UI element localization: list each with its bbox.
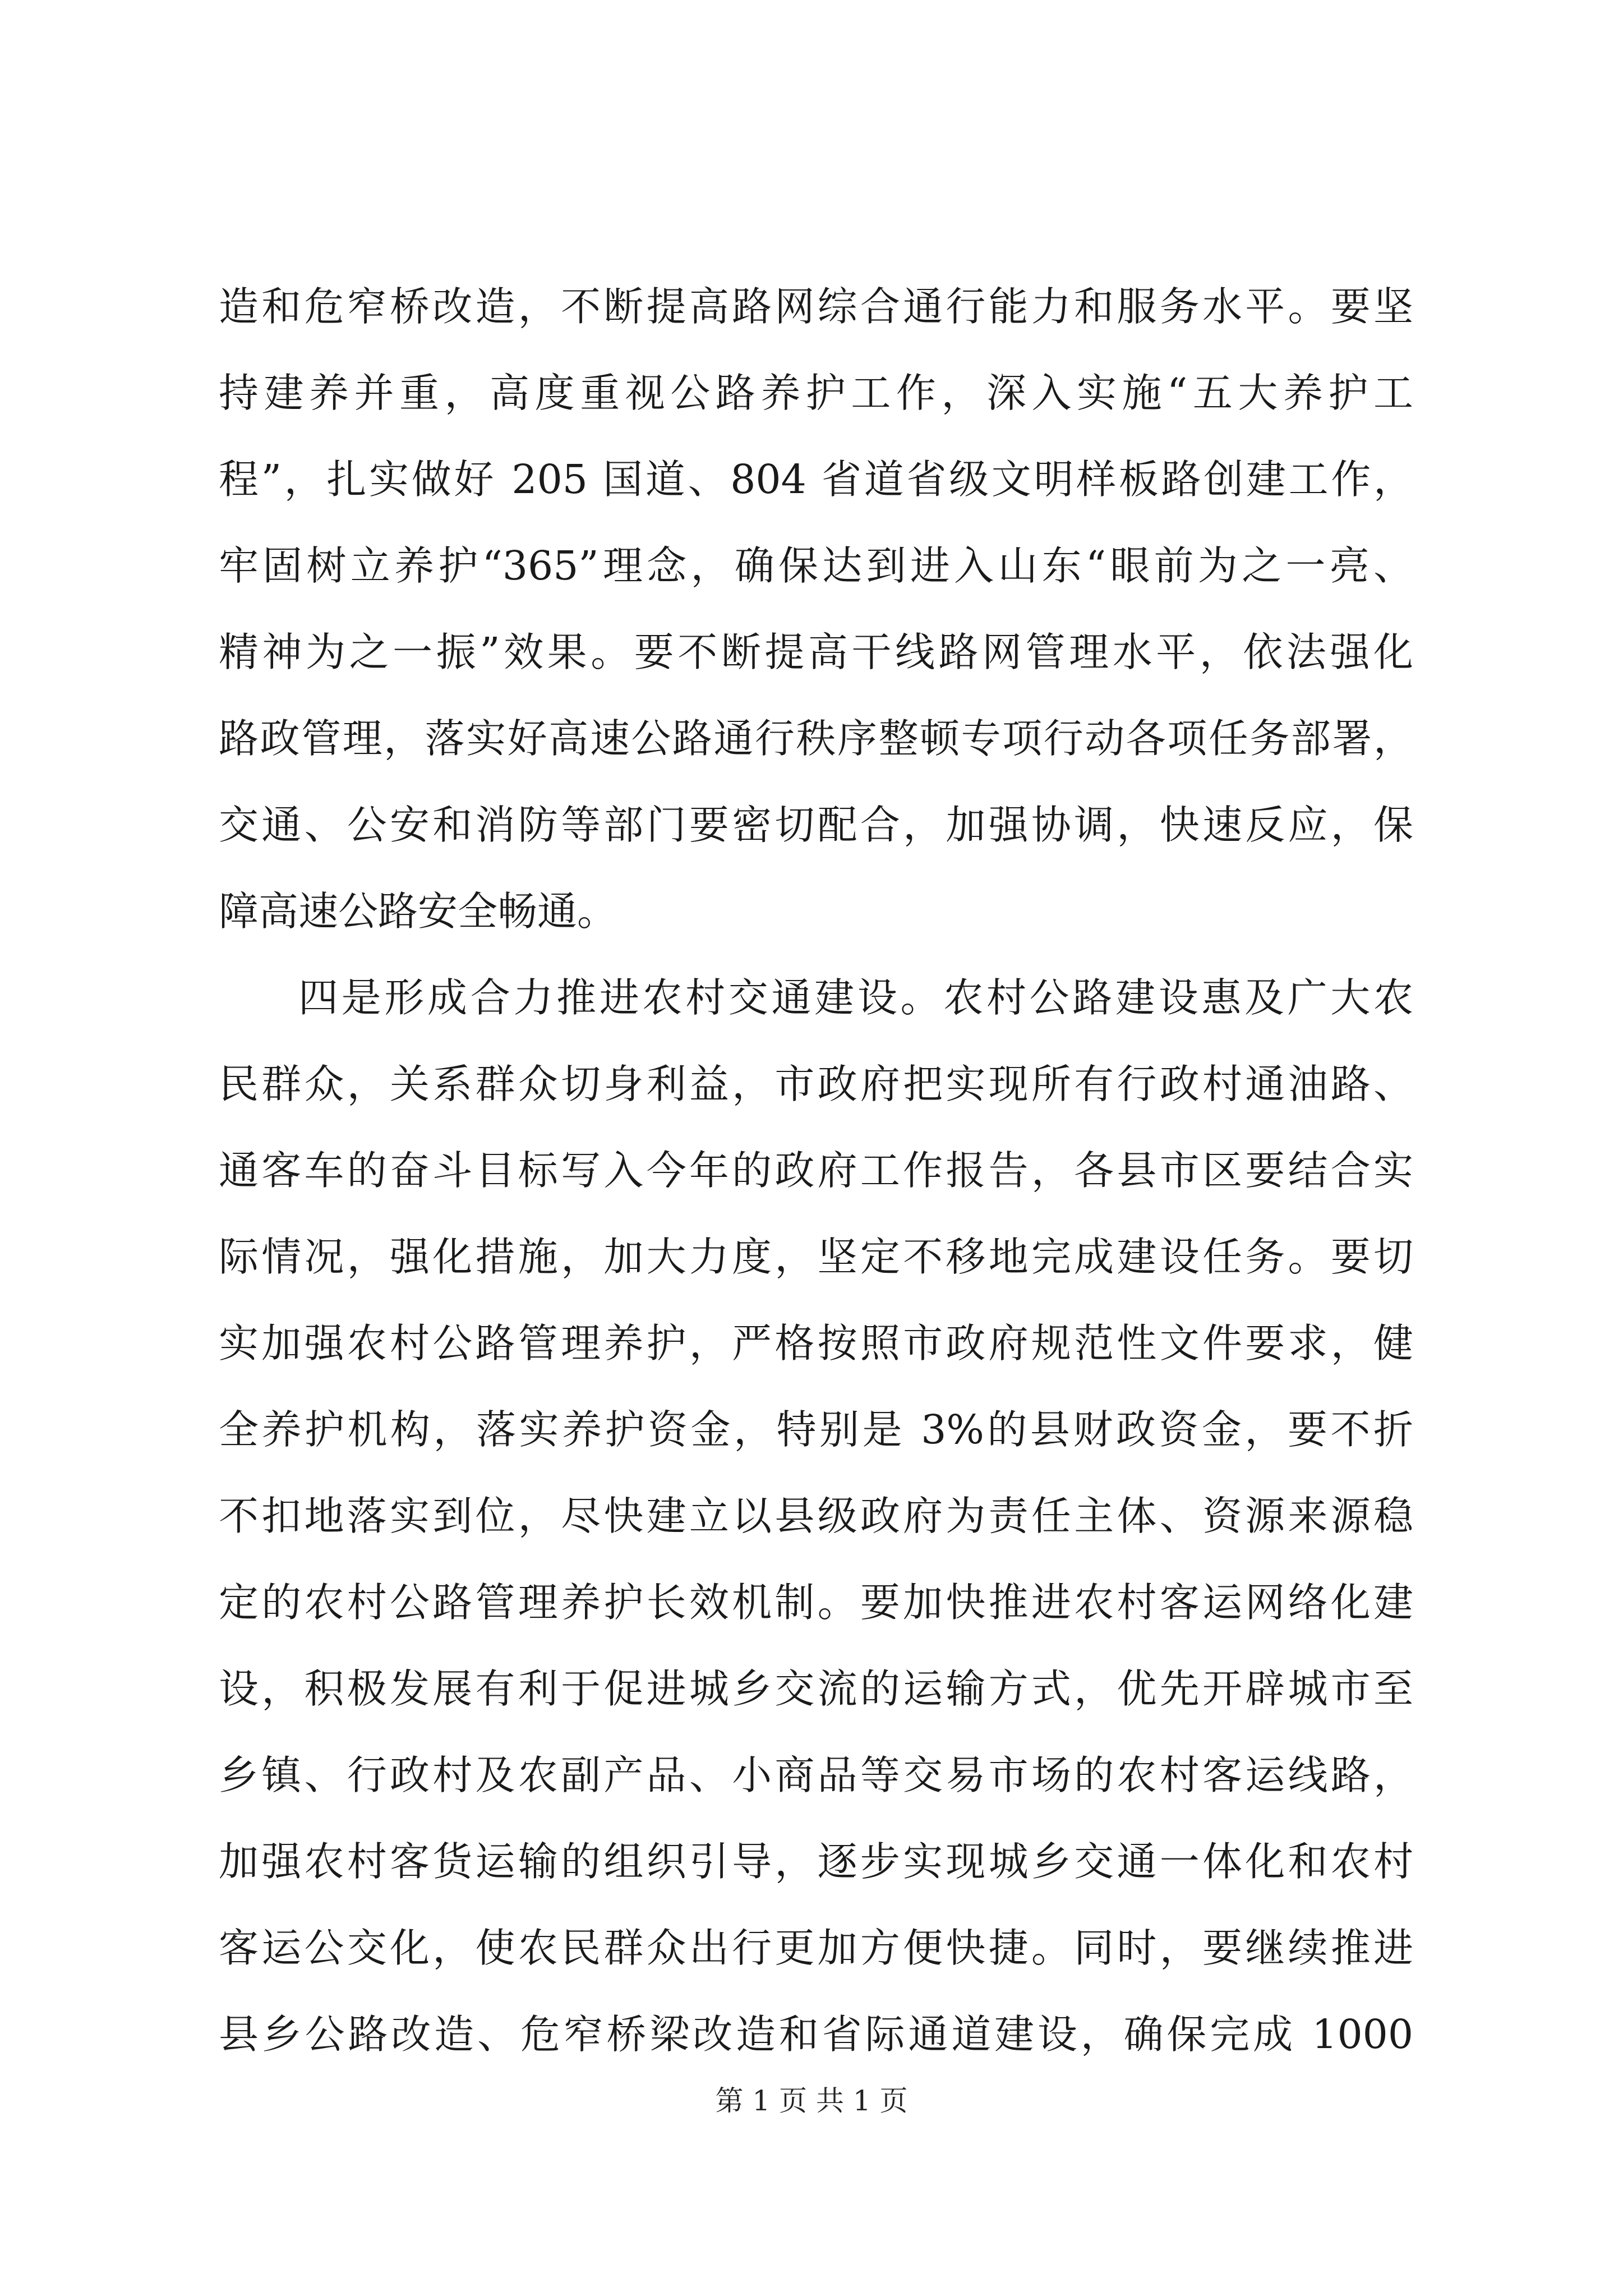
- text-line: 程”，扎实做好 205 国道、804 省道省级文明样板路创建工作，: [219, 456, 1413, 503]
- text-line: 实加强农村公路管理养护，严格按照市政府规范性文件要求，健: [219, 1320, 1413, 1366]
- text-line: 全养护机构，落实养护资金，特别是 3%的县财政资金，要不折: [219, 1406, 1413, 1453]
- text-line: 持建养并重，高度重视公路养护工作，深入实施“五大养护工: [219, 370, 1413, 416]
- text-line: 精神为之一振”效果。要不断提高干线路网管理水平，依法强化: [219, 629, 1413, 675]
- document-body: [219, 264, 1413, 2078]
- text-line: 加强农村客货运输的组织引导，逐步实现城乡交通一体化和农村: [219, 1838, 1413, 1885]
- text-line: 设，积极发展有利于促进城乡交流的运输方式，优先开辟城市至: [219, 1665, 1413, 1712]
- text-line: 交通、公安和消防等部门要密切配合，加强协调，快速反应，保: [219, 802, 1413, 848]
- page-footer: 第 1 页 共 1 页: [715, 2085, 908, 2117]
- paragraph-2: [219, 955, 1413, 2078]
- text-line: 乡镇、行政村及农副产品、小商品等交易市场的农村客运线路，: [219, 1752, 1413, 1798]
- text-line: 民群众，关系群众切身利益，市政府把实现所有行政村通油路、: [219, 1061, 1413, 1107]
- text-line: 县乡公路改造、危窄桥梁改造和省际通道建设，确保完成 1000: [219, 2011, 1413, 2058]
- text-line: 造和危窄桥改造，不断提高路网综合通行能力和服务水平。要坚: [219, 283, 1413, 330]
- text-line: 际情况，强化措施，加大力度，坚定不移地完成建设任务。要切: [219, 1234, 1413, 1280]
- text-line: 四是形成合力推进农村交通建设。农村公路建设惠及广大农: [298, 974, 1413, 1021]
- text-line: 不扣地落实到位，尽快建立以县级政府为责任主体、资源来源稳: [219, 1493, 1413, 1539]
- text-line: 通客车的奋斗目标写入今年的政府工作报告，各县市区要结合实: [219, 1147, 1413, 1194]
- text-line: 牢固树立养护“365”理念，确保达到进入山东“眼前为之一亮、: [219, 542, 1413, 589]
- text-line: 路政管理，落实好高速公路通行秩序整顿专项行动各项任务部署，: [219, 715, 1413, 762]
- text-line: 客运公交化，使农民群众出行更加方便快捷。同时，要继续推进: [219, 1925, 1413, 1971]
- text-line: 障高速公路安全畅通。: [219, 888, 617, 935]
- text-line: 定的农村公路管理养护长效机制。要加快推进农村客运网络化建: [219, 1579, 1413, 1626]
- paragraph-1: [219, 264, 1413, 955]
